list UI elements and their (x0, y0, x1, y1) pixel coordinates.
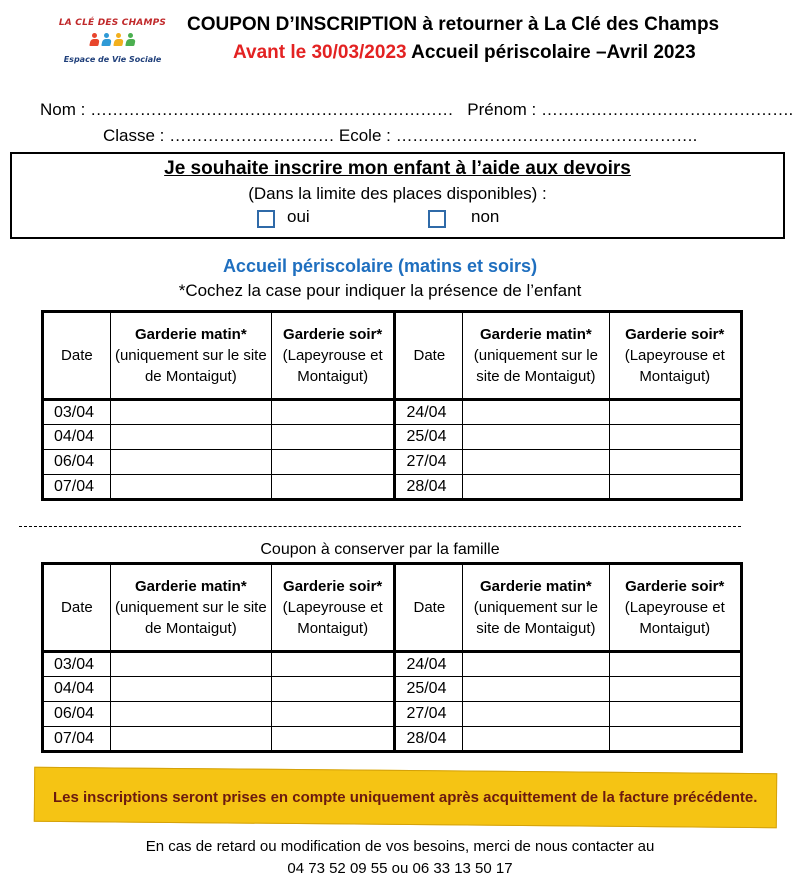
morning-header-note: (uniquement sur le site de Montaigut) (473, 599, 598, 637)
person-icon (102, 33, 111, 47)
logo (55, 18, 170, 80)
family-attendance-table (41, 562, 743, 753)
table-row (43, 475, 742, 500)
date-cell: 24/04 (395, 652, 463, 677)
homework-subtext: (Dans la limite des places disponibles) : (248, 184, 547, 203)
date-cell: 25/04 (395, 425, 463, 450)
person-icon (90, 33, 99, 47)
morning-header-title: Garderie matin* (480, 326, 592, 343)
morning-cell[interactable] (463, 400, 609, 425)
contact-text: En cas de retard ou modification de vos besoins, merci de nous contacter au (145, 838, 655, 855)
evening-header-title: Garderie soir* (283, 326, 383, 343)
morning-cell[interactable] (463, 702, 609, 727)
evening-cell[interactable] (271, 702, 395, 727)
homework-options (12, 207, 783, 231)
date-cell: 06/04 (43, 702, 111, 727)
evening-cell[interactable] (609, 702, 742, 727)
non-checkbox[interactable] (428, 210, 446, 228)
date-header: Date (395, 312, 463, 400)
logo-subtitle: Espace de Vie Sociale (63, 55, 162, 64)
logo-title: LA CLÉ DES CHAMPS (58, 18, 167, 28)
evening-cell[interactable] (609, 450, 742, 475)
evening-cell[interactable] (271, 450, 395, 475)
family-coupon-label: Coupon à conserver par la famille (260, 541, 500, 558)
date-cell: 03/04 (43, 652, 111, 677)
ecole-label: Ecole : (338, 126, 391, 145)
evening-cell[interactable] (609, 475, 742, 500)
table-row (43, 425, 742, 450)
evening-header-note: (Lapeyrouse et Montaigut) (282, 599, 383, 637)
table-header-row (43, 564, 742, 652)
payment-notice (34, 767, 777, 828)
logo-figures (55, 33, 170, 49)
evening-header-title: Garderie soir* (283, 578, 383, 595)
morning-header-note: (uniquement sur le site de Montaigut) (473, 347, 598, 385)
date-cell: 27/04 (395, 450, 463, 475)
table-row (43, 702, 742, 727)
evening-cell[interactable] (271, 425, 395, 450)
date-cell: 24/04 (395, 400, 463, 425)
morning-header (463, 312, 609, 400)
morning-cell[interactable] (110, 400, 271, 425)
person-icon (126, 33, 135, 47)
morning-header-title: Garderie matin* (480, 578, 592, 595)
morning-cell[interactable] (110, 475, 271, 500)
evening-cell[interactable] (271, 400, 395, 425)
morning-cell[interactable] (110, 652, 271, 677)
date-cell: 04/04 (43, 425, 111, 450)
payment-notice-text: Les inscriptions seront prises en compte uniquement après acquittement de la facture précédente. (53, 788, 758, 806)
oui-checkbox[interactable] (257, 210, 275, 228)
evening-cell[interactable] (271, 727, 395, 752)
nom-label: Nom : (40, 100, 86, 119)
date-cell: 04/04 (43, 677, 111, 702)
evening-header (271, 312, 395, 400)
date-cell: 07/04 (43, 475, 111, 500)
table-row (43, 400, 742, 425)
evening-cell[interactable] (609, 425, 742, 450)
evening-header (609, 312, 742, 400)
morning-cell[interactable] (463, 727, 609, 752)
table-header-row (43, 312, 742, 400)
date-header: Date (43, 312, 111, 400)
date-cell: 28/04 (395, 475, 463, 500)
section-instruction: *Cochez la case pour indiquer la présence de l’enfant (178, 281, 582, 300)
date-cell: 25/04 (395, 677, 463, 702)
evening-header-title: Garderie soir* (625, 326, 725, 343)
evening-cell[interactable] (271, 475, 395, 500)
coupon-title: COUPON D’INSCRIPTION à retourner à La Clé des Champs (187, 14, 720, 35)
table-row (43, 677, 742, 702)
table-row (43, 450, 742, 475)
evening-cell[interactable] (609, 727, 742, 752)
non-label: non (471, 207, 500, 226)
evening-cell[interactable] (609, 677, 742, 702)
morning-cell[interactable] (463, 677, 609, 702)
date-cell: 07/04 (43, 727, 111, 752)
date-cell: 06/04 (43, 450, 111, 475)
morning-cell[interactable] (110, 702, 271, 727)
evening-cell[interactable] (609, 400, 742, 425)
evening-header (609, 564, 742, 652)
contact-footer (0, 836, 800, 880)
ecole-field[interactable]: ………………………………………………. (395, 126, 697, 145)
evening-header-note: (Lapeyrouse et Montaigut) (624, 347, 725, 385)
morning-header-title: Garderie matin* (134, 578, 247, 595)
homework-box (10, 152, 785, 239)
date-cell: 03/04 (43, 400, 111, 425)
section-title: Accueil périscolaire (matins et soirs) (222, 256, 538, 276)
evening-header-title: Garderie soir* (625, 578, 725, 595)
morning-cell[interactable] (110, 727, 271, 752)
classe-label: Classe : (103, 126, 165, 145)
evening-cell[interactable] (271, 677, 395, 702)
date-header: Date (43, 564, 111, 652)
morning-cell[interactable] (463, 425, 609, 450)
morning-cell[interactable] (110, 450, 271, 475)
evening-cell[interactable] (609, 652, 742, 677)
morning-header (110, 312, 271, 400)
cut-line (19, 526, 741, 527)
morning-header-note: (uniquement sur le site de Montaigut) (114, 347, 267, 385)
period: Accueil périscolaire –Avril 2023 (406, 42, 696, 63)
morning-cell[interactable] (110, 425, 271, 450)
nom-field[interactable]: ………………………………………………………… (90, 100, 454, 119)
attendance-table (41, 310, 743, 501)
morning-header (110, 564, 271, 652)
oui-label: oui (287, 207, 310, 226)
morning-header (463, 564, 609, 652)
morning-cell[interactable] (463, 652, 609, 677)
contact-phones: 04 73 52 09 55 ou 06 33 13 50 17 (287, 860, 513, 877)
date-cell: 28/04 (395, 727, 463, 752)
morning-header-title: Garderie matin* (134, 326, 247, 343)
homework-heading: Je souhaite inscrire mon enfant à l’aide aux devoirs (164, 158, 631, 179)
evening-header (271, 564, 395, 652)
classe-field[interactable]: ………………………… (169, 126, 335, 145)
person-icon (114, 33, 123, 47)
date-header: Date (395, 564, 463, 652)
table-row (43, 652, 742, 677)
evening-cell[interactable] (271, 652, 395, 677)
morning-header-note: (uniquement sur le site de Montaigut) (114, 599, 267, 637)
name-line (40, 100, 793, 120)
table-row (43, 727, 742, 752)
morning-cell[interactable] (110, 677, 271, 702)
date-cell: 27/04 (395, 702, 463, 727)
class-line (103, 126, 697, 146)
evening-header-note: (Lapeyrouse et Montaigut) (282, 347, 383, 385)
prenom-field[interactable]: ………………………………………. (540, 100, 793, 119)
morning-cell[interactable] (463, 450, 609, 475)
morning-cell[interactable] (463, 475, 609, 500)
deadline: Avant le 30/03/2023 (233, 42, 407, 63)
coupon-subtitle (233, 42, 696, 64)
evening-header-note: (Lapeyrouse et Montaigut) (624, 599, 725, 637)
prenom-label: Prénom : (467, 100, 537, 119)
